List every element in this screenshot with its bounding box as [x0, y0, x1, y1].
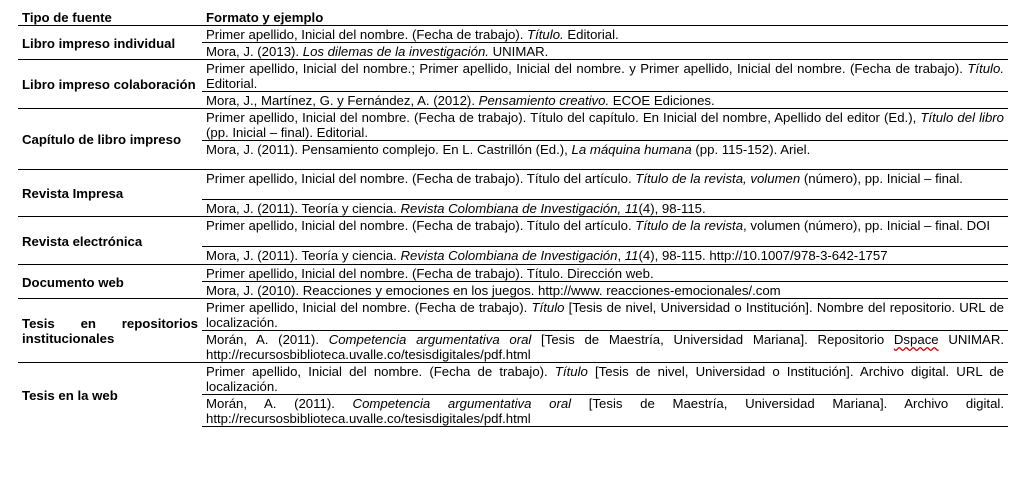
citation-format-document — [18, 9, 1008, 427]
format-template-cell — [202, 109, 1008, 141]
format-template-cell — [202, 265, 1008, 282]
table-row — [18, 363, 1008, 395]
format-example-cell — [202, 282, 1008, 299]
table-row — [18, 170, 1008, 200]
text-segment: Editorial. — [563, 27, 619, 42]
text-segment: Mora, J. (2011). Teoría y ciencia. — [206, 201, 401, 216]
header-format-example: Formato y ejemplo — [202, 9, 1008, 26]
format-example-cell — [202, 200, 1008, 217]
text-segment: (número), pp. Inicial – final. — [800, 171, 963, 186]
format-example-cell — [202, 43, 1008, 60]
italic-text: Revista Colombiana de Investigación, 11 — [400, 201, 639, 216]
text-segment: Morán, A. (2011). — [206, 396, 353, 411]
text-segment: ECOE Ediciones. — [609, 93, 715, 108]
header-source-type: Tipo de fuente — [18, 9, 202, 26]
table-row — [18, 299, 1008, 331]
italic-text: Los dilemas de la investigación. — [302, 44, 489, 59]
table-row — [18, 265, 1008, 282]
format-example-cell — [202, 141, 1008, 170]
format-template-cell — [202, 363, 1008, 395]
text-segment: Mora, J. (2010). Reacciones y emociones en los juegos. http://www. reacciones-emocionales/.com — [206, 283, 781, 298]
table-row — [18, 109, 1008, 141]
text-segment: UNIMAR. — [488, 44, 549, 59]
italic-text: Título — [554, 364, 588, 379]
format-example-cell — [202, 331, 1008, 363]
text-segment: , volumen (número), pp. Inicial – final. DOI — [743, 218, 991, 233]
source-type-cell: Revista Impresa — [18, 170, 202, 217]
table-row — [18, 217, 1008, 247]
italic-text: Revista Colombiana de Investigación — [400, 248, 618, 263]
format-template-cell — [202, 26, 1008, 43]
italic-text: Competencia argumentativa oral — [328, 332, 532, 347]
format-template-cell — [202, 299, 1008, 331]
format-example-cell — [202, 247, 1008, 265]
text-segment: Morán, A. (2011). — [206, 332, 329, 347]
text-segment: Primer apellido, Inicial del nombre. (Fecha de trabajo). Título del capítulo. En Inicial del nombre, Apellido del editor (Ed.), — [206, 110, 921, 125]
format-example-cell — [202, 395, 1008, 427]
source-type-cell: Documento web — [18, 265, 202, 299]
table-header-row — [18, 9, 1008, 26]
italic-text: Título. — [967, 61, 1004, 76]
text-segment: (pp. Inicial – final). Editorial. — [206, 125, 368, 140]
text-segment: Primer apellido, Inicial del nombre. (Fecha de trabajo). — [206, 300, 532, 315]
format-example-cell — [202, 92, 1008, 109]
text-segment: UNIMAR. http://recursosbiblioteca.uvalle.co/tesisdigitales/pdf.html — [206, 332, 1005, 362]
text-segment: (pp. 115-152). Ariel. — [691, 142, 811, 157]
text-segment: Mora, J. (2011). Teoría y ciencia. — [206, 248, 401, 263]
text-segment: Primer apellido, Inicial del nombre. (Fecha de trabajo). — [206, 27, 528, 42]
text-segment: [Tesis de Maestría, Universidad Mariana]. Archivo digital. http://recursosbiblioteca.uvalle.co/tesisdigitales/pdf.html — [206, 396, 1005, 426]
text-segment: Primer apellido, Inicial del nombre. (Fecha de trabajo). Título. Dirección web. — [206, 266, 654, 281]
source-type-cell: Revista electrónica — [18, 217, 202, 265]
table-row — [18, 60, 1008, 92]
italic-text: La máquina humana — [571, 142, 692, 157]
text-segment: (4), 98-115. — [638, 201, 706, 216]
source-type-cell: Tesis en la web — [18, 363, 202, 427]
italic-text: Título de la revista — [635, 218, 744, 233]
table-body — [18, 26, 1008, 427]
text-segment: [Tesis de nivel, Universidad o Institución]. Nombre del repositorio. URL de localización. — [206, 300, 1004, 330]
source-type-cell: Tesis en repositorios institucionales — [18, 299, 202, 363]
table-row — [18, 26, 1008, 43]
source-type-cell: Libro impreso individual — [18, 26, 202, 60]
format-template-cell — [202, 170, 1008, 200]
italic-text: Título. — [527, 27, 564, 42]
text-segment: [Tesis de Maestría, Universidad Mariana]. Repositorio — [531, 332, 894, 347]
text-segment: (4), 98-115. http://10.1007/978-3-642-1757 — [638, 248, 888, 263]
italic-text: Título de la revista, volumen — [635, 171, 801, 186]
text-segment: Mora, J., Martínez, G. y Fernández, A. (2012). — [206, 93, 479, 108]
citation-format-table — [18, 9, 1008, 427]
text-segment: Mora, J. (2013). — [206, 44, 303, 59]
italic-text: Competencia argumentativa oral — [352, 396, 572, 411]
format-template-cell — [202, 217, 1008, 247]
source-type-cell: Capítulo de libro impreso — [18, 109, 202, 170]
italic-text: Pensamiento creativo. — [478, 93, 610, 108]
text-segment: Editorial. — [206, 76, 258, 91]
text-segment: Primer apellido, Inicial del nombre. (Fecha de trabajo). — [206, 364, 555, 379]
format-template-cell — [202, 60, 1008, 92]
text-segment: [Tesis de nivel, Universidad o Institución]. Archivo digital. URL de localización. — [206, 364, 1004, 394]
italic-text: Título — [531, 300, 565, 315]
text-segment: Primer apellido, Inicial del nombre. (Fecha de trabajo). Título del artículo. — [206, 218, 636, 233]
spellcheck-flagged-text: Dspace — [893, 332, 939, 347]
text-segment: Primer apellido, Inicial del nombre.; Primer apellido, Inicial del nombre. y Primer apellido, Inicial del nombre. (Fecha de trabajo). — [206, 61, 968, 76]
italic-text: Título del libro — [920, 110, 1005, 125]
text-segment: Mora, J. (2011). Pensamiento complejo. En L. Castrillón (Ed.), — [206, 142, 572, 157]
text-segment: , — [617, 248, 625, 263]
italic-text: 11 — [624, 248, 639, 263]
text-segment: Primer apellido, Inicial del nombre. (Fecha de trabajo). Título del artículo. — [206, 171, 636, 186]
source-type-cell: Libro impreso colaboración — [18, 60, 202, 109]
